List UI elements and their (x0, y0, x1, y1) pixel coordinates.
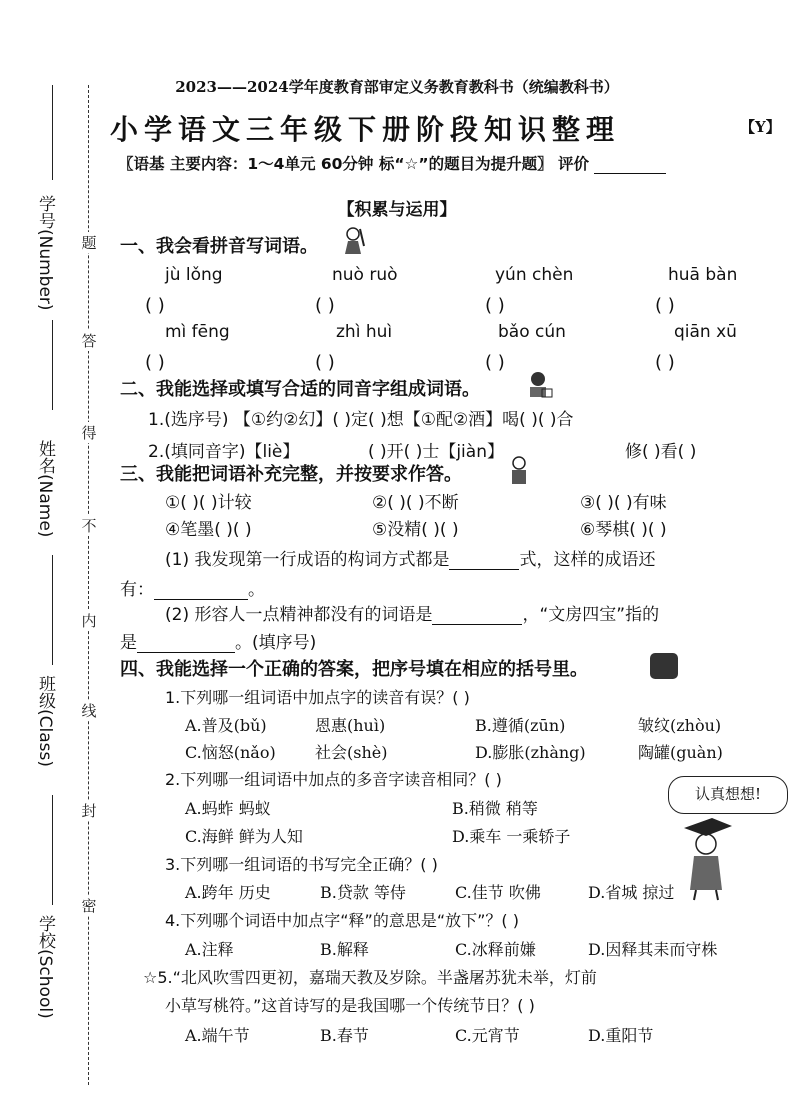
q3-sub2 (165, 600, 659, 625)
q2-line1[interactable]: 1.(选序号) 【①约②幻】( )定( )想【①配②酒】喝( )( )合 (148, 410, 574, 430)
q4-item-stem: 2.下列哪一组词语中加点的多音字读音相同？( ) (165, 770, 502, 789)
option[interactable]: B.贷款 等侍 (320, 883, 406, 902)
speech-bubble: 认真想想! (668, 776, 788, 814)
pinyin: mì fēng (165, 322, 230, 342)
option[interactable]: C.元宵节 (455, 1026, 520, 1045)
school-label: 学校(School) (35, 915, 55, 1019)
q3-sub1-text: 式，这样的成语还 (519, 550, 656, 570)
idiom-item[interactable]: ②( )( )不断 (372, 493, 459, 513)
q1-heading: 一、我会看拼音写词语。 (120, 236, 318, 257)
answer-blank[interactable] (432, 624, 522, 625)
answer-box[interactable]: ( ) (315, 352, 335, 373)
option[interactable]: 恩惠(huì) (315, 716, 386, 735)
option[interactable]: C.恼怒(nǎo) (185, 743, 276, 762)
thinking-scholar-icon (676, 812, 736, 902)
seal-char: 题 (81, 234, 97, 252)
seal-char: 内 (81, 612, 97, 630)
class-label: 班级(Class) (35, 675, 55, 767)
info-text: 〖语基 主要内容：1～4单元 60分钟 标“☆”的题目为提升题〗 评价 (118, 155, 589, 173)
q4-item-stem-cont: 小草写桃符。”这首诗写的是我国哪一个传统节日？( ) (165, 996, 535, 1015)
q3-sub1-text: 。 (248, 580, 265, 600)
option[interactable]: A.注释 (185, 940, 234, 959)
option[interactable]: B.稍微 稍等 (452, 799, 538, 818)
q4-item-stem: ☆5.“北风吹雪四更初，嘉瑞天教及岁除。半盏屠苏犹未举，灯前 (143, 968, 597, 987)
school-fill-line (52, 795, 53, 905)
idiom-item[interactable]: ③( )( )有味 (580, 493, 667, 513)
idiom-item[interactable]: ⑥琴棋( )( ) (580, 520, 667, 540)
seal-char: 线 (81, 702, 97, 720)
pinyin: zhì huì (336, 322, 393, 342)
option[interactable]: A.端午节 (185, 1026, 250, 1045)
pinyin: qiān xū (674, 322, 737, 342)
option[interactable]: B.遵循(zūn) (475, 716, 566, 735)
section-heading: 【积累与运用】 (337, 200, 457, 220)
q2-line2-a: 2.(填同音字)【liè】 (148, 442, 300, 462)
info-line (118, 152, 666, 174)
q2-line2-b[interactable]: ( )开( )士【jiàn】 (368, 442, 504, 462)
title-mark: 【Y】 (740, 118, 781, 136)
seal-char: 得 (81, 424, 97, 442)
idiom-item[interactable]: ④笔墨( )( ) (165, 520, 252, 540)
option[interactable]: 陶罐(guàn) (638, 743, 723, 762)
q3-sub2-text: 。(填序号) (235, 633, 317, 653)
page-title: 小学语文三年级下册阶段知识整理 (110, 113, 621, 146)
seal-char: 密 (81, 897, 97, 915)
top-title: 2023——2024学年度教育部审定义务教育教科书（统编教科书） (175, 78, 619, 96)
q4-heading: 四、我能选择一个正确的答案，把序号填在相应的括号里。 (120, 659, 588, 680)
seal-char: 答 (81, 332, 97, 350)
name-fill-line (52, 320, 53, 410)
option[interactable]: B.解释 (320, 940, 369, 959)
class-fill-line (52, 555, 53, 665)
option[interactable]: C.佳节 吹佛 (455, 883, 541, 902)
q3-heading: 三、我能把词语补充完整，并按要求作答。 (120, 464, 462, 485)
evaluation-blank[interactable] (594, 173, 666, 174)
q3-sub2-text: (2) 形容人一点精神都没有的词语是 (165, 605, 433, 625)
seal-char: 不 (81, 517, 97, 535)
answer-box[interactable]: ( ) (485, 352, 505, 373)
q2-heading: 二、我能选择或填写合适的同音字组成词语。 (120, 379, 480, 400)
pencil-boy-icon (340, 226, 366, 256)
option[interactable]: C.海鲜 鲜为人知 (185, 827, 303, 846)
option[interactable]: A.普及(bǔ) (185, 716, 267, 735)
q3-sub2-text: ，“文房四宝”指的 (522, 605, 660, 625)
q4-item-stem: 3.下列哪一组词语的书写完全正确？( ) (165, 855, 438, 874)
q3-sub1 (165, 545, 655, 570)
number-fill-line (52, 85, 53, 180)
q3-sub1-cont (120, 575, 265, 600)
option[interactable]: A.蚂蚱 蚂蚁 (185, 799, 271, 818)
pinyin: bǎo cún (498, 322, 566, 342)
q3-sub1-text: 有： (120, 580, 154, 600)
pinyin: huā bàn (668, 265, 738, 285)
seal-stamp-icon (650, 653, 678, 679)
answer-box[interactable]: ( ) (145, 295, 165, 316)
student-icon (506, 455, 532, 487)
answer-blank[interactable] (449, 569, 519, 570)
reading-girl-icon (524, 370, 554, 400)
q4-item-stem: 1.下列哪一组词语中加点字的读音有误？( ) (165, 688, 470, 707)
pinyin: nuò ruò (332, 265, 398, 285)
option[interactable]: 皱纹(zhòu) (638, 716, 722, 735)
answer-box[interactable]: ( ) (485, 295, 505, 316)
idiom-item[interactable]: ⑤没精( )( ) (372, 520, 459, 540)
option[interactable]: D.乘车 一乘轿子 (452, 827, 571, 846)
q4-item-stem: 4.下列哪个词语中加点字“释”的意思是“放下”？( ) (165, 911, 519, 930)
answer-box[interactable]: ( ) (655, 295, 675, 316)
pinyin: yún chèn (495, 265, 574, 285)
idiom-item[interactable]: ①( )( )计较 (165, 493, 252, 513)
q3-sub1-text: (1) 我发现第一行成语的构词方式都是 (165, 550, 450, 570)
option[interactable]: D.省城 掠过 (588, 883, 675, 902)
option[interactable]: A.跨年 历史 (185, 883, 271, 902)
option[interactable]: D.膨胀(zhàng) (475, 743, 586, 762)
option[interactable]: D.因释其耒而守株 (588, 940, 718, 959)
option[interactable]: 社会(shè) (315, 743, 388, 762)
seal-char: 封 (81, 802, 97, 820)
q2-line2-c[interactable]: 修( )看( ) (625, 442, 697, 462)
option[interactable]: D.重阳节 (588, 1026, 654, 1045)
pinyin: jù lǒng (165, 265, 223, 285)
option[interactable]: B.春节 (320, 1026, 369, 1045)
number-label: 学号(Number) (35, 195, 55, 311)
q3-sub2-cont (120, 628, 316, 653)
name-label: 姓名(Name) (35, 440, 55, 538)
answer-box[interactable]: ( ) (145, 352, 165, 373)
option[interactable]: C.冰释前嫌 (455, 940, 536, 959)
answer-blank[interactable] (137, 652, 235, 653)
answer-box[interactable]: ( ) (315, 295, 335, 316)
q3-sub2-text: 是 (120, 633, 137, 653)
answer-box[interactable]: ( ) (655, 352, 675, 373)
